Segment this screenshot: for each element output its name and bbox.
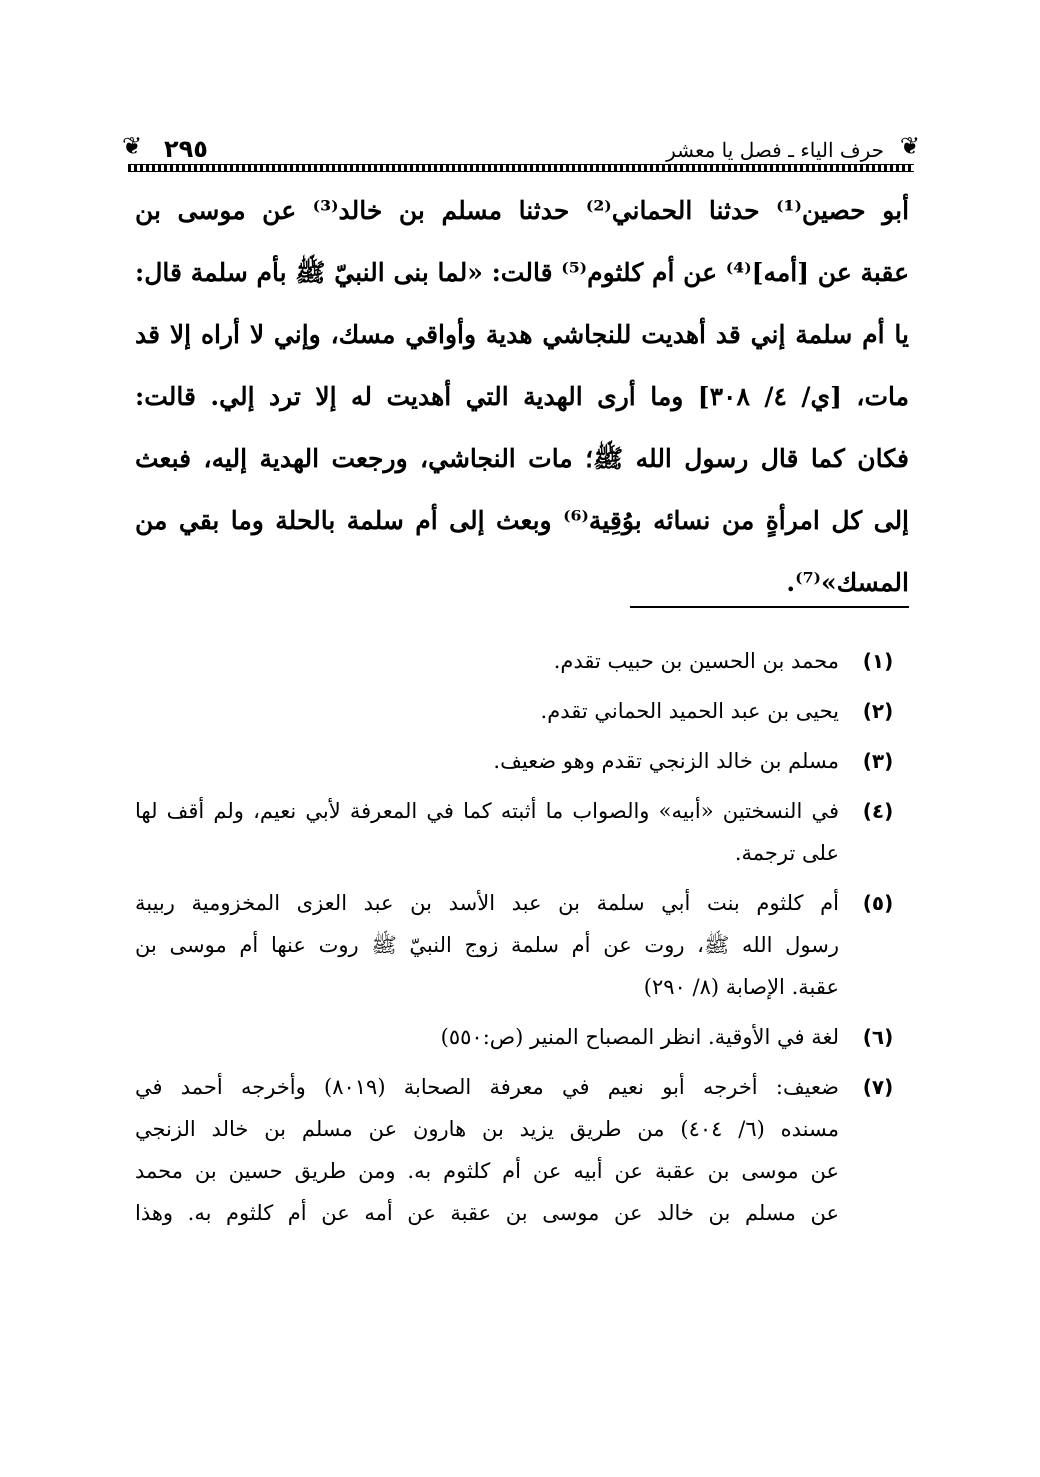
main-text-line: إلى كل امرأةٍ من نسائه بوُقِية⁽⁶⁾ وبعث إلى أم سلمة بالحلة وما بقي من [135,506,909,535]
footnote-line: عن موسى بن عقبة عن أبيه عن أم كلثوم به. ومن طريق حسين بن محمد [135,1159,839,1183]
footnote-line: على ترجمة. [734,841,839,865]
footnote-line: محمد بن الحسين بن حبيب تقدم. [553,649,839,673]
footnote-1 [135,640,909,682]
footnote-line: لغة في الأوقية. انظر المصباح المنير (ص:٥٥٠) [440,1025,839,1049]
footnote-3 [135,740,909,782]
footnote-number: (٥) [862,891,894,915]
footnote-number: (٧) [862,1075,894,1099]
footnote-number: (١) [862,649,894,673]
footnote-line: يحيى بن عبد الحميد الحماني تقدم. [540,699,839,723]
main-text-line: أبو حصين⁽¹⁾ حدثنا الحماني⁽²⁾ حدثنا مسلم بن خالد⁽³⁾ عن موسى بن [135,196,909,225]
footnote-number: (٣) [862,749,894,773]
page-number: ٢٩٥ [164,135,208,163]
footnote-line: في النسختين «أبيه» والصواب ما أثبته كما في المعرفة لأبي نعيم، ولم أقف لها [135,799,839,823]
running-header [122,120,920,172]
main-text-line: المسك»⁽⁷⁾. [786,568,909,597]
footnotes [135,640,909,1242]
footnote-number: (٤) [862,799,894,823]
running-title: حرف الياء ـ فصل يا معشر [666,138,884,162]
header-ornament-right-icon: ❦ [899,132,920,160]
footnote-line: أم كلثوم بنت أبي سلمة بن عبد الأسد بن عبد العزى المخزومية ربيبة [135,891,839,915]
main-text-line: يا أم سلمة إني قد أهديت للنجاشي هدية وأواقي مسك، وإني لا أراه إلا قد [135,320,909,349]
footnote-number: (٢) [862,699,894,723]
footnote-line: عن مسلم بن خالد عن موسى بن عقبة عن أمه عن أم كلثوم به. وهذا [135,1201,839,1225]
main-text-line: عقبة عن [أمه]⁽⁴⁾ عن أم كلثوم⁽⁵⁾ قالت: «لما بنى النبيّ ﷺ بأم سلمة قال: [135,258,909,287]
footnote-7 [135,1066,909,1234]
footnote-line: ضعيف: أخرجه أبو نعيم في معرفة الصحابة (٨٠١٩) وأخرجه أحمد في [135,1075,839,1099]
footnote-separator [630,606,909,608]
footnote-4 [135,790,909,874]
header-ornament-left-icon: ❦ [122,132,143,160]
footnote-6 [135,1016,909,1058]
footnote-2 [135,690,909,732]
footnote-number: (٦) [862,1025,894,1049]
footnote-line: عقبة. الإصابة (٨/ ٢٩٠) [643,975,839,999]
main-text [135,180,909,614]
main-text-line: مات، [ي/ ٤/ ٣٠٨] وما أرى الهدية التي أهديت له إلا ترد إلي. قالت: [135,382,909,411]
header-decorative-rule [128,164,914,172]
footnote-line: مسلم بن خالد الزنجي تقدم وهو ضعيف. [493,749,839,773]
footnote-line: رسول الله ﷺ، روت عن أم سلمة زوج النبيّ ﷺ روت عنها أم موسى بن [135,933,839,957]
footnote-line: مسنده (٦/ ٤٠٤) من طريق يزيد بن هارون عن مسلم بن خالد الزنجي [135,1117,839,1141]
main-text-line: فكان كما قال رسول الله ﷺ؛ مات النجاشي، ورجعت الهدية إليه، فبعث [135,444,909,473]
footnote-5 [135,882,909,1008]
